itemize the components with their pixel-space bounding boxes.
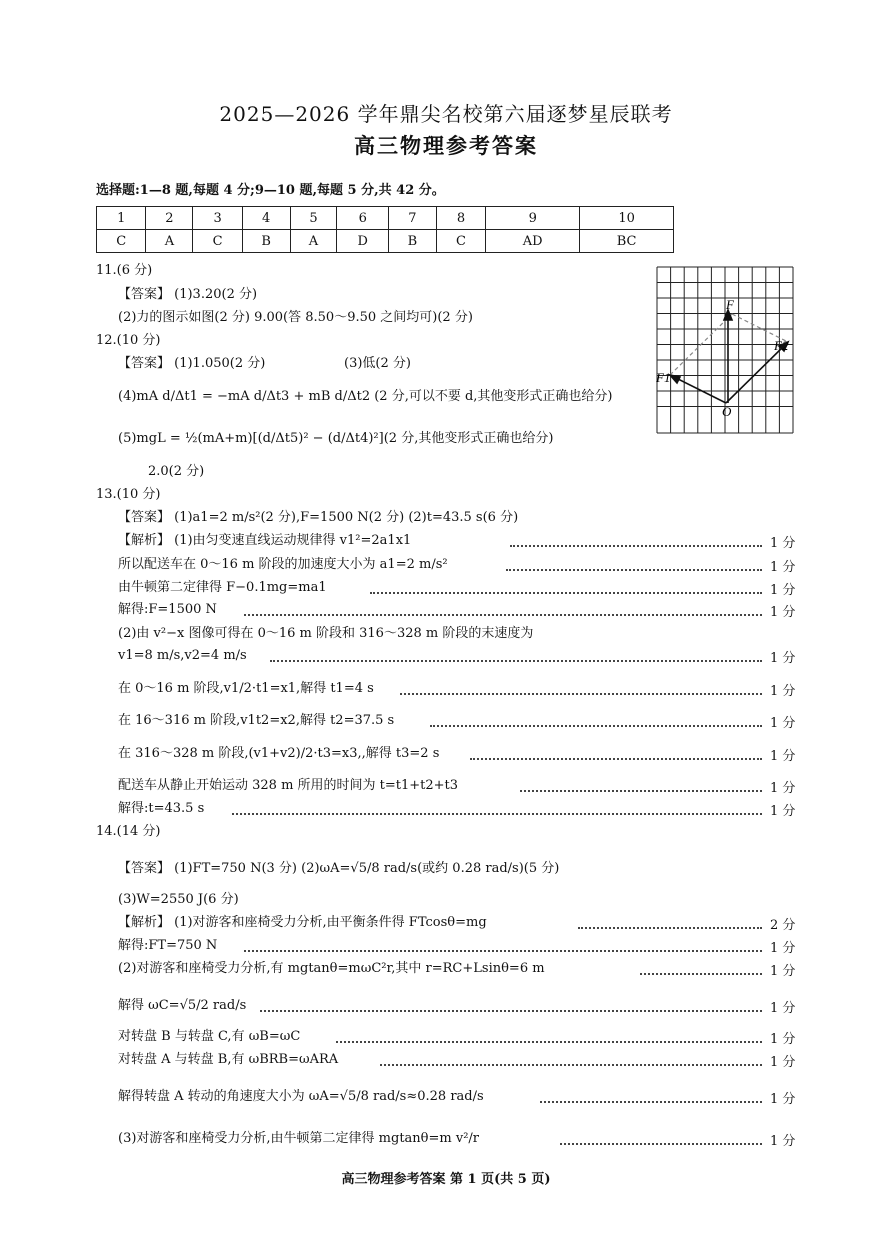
leader-dots [270, 660, 762, 662]
q11-answer-line2: (2)力的图示如图(2 分) 9.00(答 8.50～9.50 之间均可)(2 分) [118, 310, 473, 325]
mc-answer: D [337, 230, 389, 253]
q14-step: 解得:FT=750 N [118, 938, 218, 953]
q13-heading: 13.(10 分) [96, 487, 161, 502]
q14-heading: 14.(14 分) [96, 824, 161, 839]
f1-arrowhead [670, 375, 680, 383]
mc-answer: C [436, 230, 485, 253]
leader-dots [336, 1041, 762, 1043]
q13-step-mark: 1 分 [770, 536, 796, 551]
q14-step: 【解析】 (1)对游客和座椅受力分析,由平衡条件得 FTcosθ=mg [118, 915, 487, 930]
q12-answer-4: (4)mA d/Δt1 = −mA d/Δt3 + mB d/Δt2 (2 分,可以不要 d,其他变形式正确也给分) [118, 389, 613, 404]
leader-dots [470, 758, 762, 760]
q13-step: 在 0～16 m 阶段,v1/2·t1=x1,解得 t1=4 s [118, 681, 374, 696]
force-vectors [670, 310, 788, 403]
leader-dots [510, 545, 762, 547]
leader-dots [380, 1064, 762, 1066]
q14-step: 解得转盘 A 转动的角速度大小为 ωA=√5/8 rad/s≈0.28 rad/s [118, 1089, 484, 1104]
q13-step-mark: 1 分 [770, 781, 796, 796]
f2-label: F2 [774, 338, 789, 353]
leader-dots [640, 973, 762, 975]
q13-step-mark: 1 分 [770, 605, 796, 620]
q14-step-mark: 1 分 [770, 1134, 796, 1149]
q13-step-mark: 1 分 [770, 804, 796, 819]
leader-dots [520, 790, 762, 792]
q13-step: (2)由 v²−x 图像可得在 0～16 m 阶段和 316～328 m 阶段的末速度为 [118, 626, 534, 641]
q12-heading: 12.(10 分) [96, 333, 161, 348]
q11-answer: 【答案】 (1)3.20(2 分) [118, 287, 258, 302]
q13-step: 【解析】 (1)由匀变速直线运动规律得 v1²=2a1x1 [118, 533, 412, 548]
mc-answer-row [97, 230, 674, 253]
q14-step-mark: 1 分 [770, 941, 796, 956]
q13-answer: 【答案】 (1)a1=2 m/s²(2 分),F=1500 N(2 分) (2)t=43.5 s(6 分) [118, 510, 519, 525]
mc-number: 7 [389, 207, 437, 230]
q14-step-mark: 1 分 [770, 1092, 796, 1107]
leader-dots [400, 693, 762, 695]
leader-dots [370, 592, 762, 594]
mc-number: 5 [290, 207, 337, 230]
q14-step: 对转盘 A 与转盘 B,有 ωBRB=ωARA [118, 1052, 339, 1067]
o-label: O [722, 404, 732, 419]
f1-label: F1 [656, 370, 671, 385]
q14-step: (2)对游客和座椅受力分析,有 mgtanθ=mωC²r,其中 r=RC+Lsinθ=6 m [118, 961, 545, 976]
mc-answer: A [290, 230, 337, 253]
q13-step: 解得:t=43.5 s [118, 801, 205, 816]
leader-dots [244, 950, 762, 952]
q12-answer-1: 【答案】 (1)1.050(2 分) [118, 356, 266, 371]
q13-step: 在 316～328 m 阶段,(v1+v2)/2·t3=x3,,解得 t3=2 s [118, 746, 440, 761]
mc-number: 3 [193, 207, 242, 230]
mc-answer: BC [580, 230, 674, 253]
q12-answer-3: (3)低(2 分) [344, 356, 411, 371]
leader-dots [244, 614, 762, 616]
q13-step: 解得:F=1500 N [118, 602, 217, 617]
mc-header: 选择题:1—8 题,每题 4 分;9—10 题,每题 5 分,共 42 分。 [96, 183, 445, 198]
mc-answer: B [242, 230, 290, 253]
mc-answer: A [146, 230, 193, 253]
mc-number: 6 [337, 207, 389, 230]
mc-number: 10 [580, 207, 674, 230]
q13-step-mark: 1 分 [770, 560, 796, 575]
mc-number: 9 [486, 207, 580, 230]
q14-step-mark: 1 分 [770, 1001, 796, 1016]
mc-answer: C [97, 230, 146, 253]
q12-answer-5: (5)mgL = ½(mA+m)[(d/Δt5)² − (d/Δt4)²](2 分,其他变形式正确也给分) [118, 431, 554, 446]
leader-dots [540, 1101, 762, 1103]
q13-step: 由牛顿第二定律得 F−0.1mg=ma1 [118, 580, 327, 595]
leader-dots [560, 1143, 762, 1145]
q13-step-mark: 1 分 [770, 684, 796, 699]
mc-answer: B [389, 230, 437, 253]
page-footer: 高三物理参考答案 第 1 页(共 5 页) [341, 1172, 551, 1187]
q12-answer-6: 2.0(2 分) [148, 464, 205, 479]
q14-answer-3: (3)W=2550 J(6 分) [118, 892, 239, 907]
q13-step-mark: 1 分 [770, 583, 796, 598]
q13-step: 配送车从静止开始运动 328 m 所用的时间为 t=t1+t2+t3 [118, 778, 459, 793]
q13-step: v1=8 m/s,v2=4 m/s [118, 648, 247, 663]
mc-number: 4 [242, 207, 290, 230]
q14-step-mark: 2 分 [770, 918, 796, 933]
mc-number: 8 [436, 207, 485, 230]
leader-dots [260, 1010, 762, 1012]
q14-step: 对转盘 B 与转盘 C,有 ωB=ωC [118, 1029, 301, 1044]
leader-dots [578, 927, 762, 929]
f-label: F [726, 297, 734, 312]
page-subtitle: 高三物理参考答案 [354, 133, 538, 158]
q11-heading: 11.(6 分) [96, 263, 153, 278]
mc-answer-table [96, 206, 674, 253]
q13-step: 所以配送车在 0～16 m 阶段的加速度大小为 a1=2 m/s² [118, 557, 448, 572]
leader-dots [506, 569, 762, 571]
q14-step: 解得 ωC=√5/2 rad/s [118, 998, 247, 1013]
mc-answer: C [193, 230, 242, 253]
force-diagram [656, 266, 794, 434]
q13-step-mark: 1 分 [770, 716, 796, 731]
q13-step: 在 16～316 m 阶段,v1t2=x2,解得 t2=37.5 s [118, 713, 395, 728]
mc-answer: AD [486, 230, 580, 253]
q14-answer: 【答案】 (1)FT=750 N(3 分) (2)ωA=√5/8 rad/s(或约 0.28 rad/s)(5 分) [118, 861, 560, 876]
q13-step-mark: 1 分 [770, 651, 796, 666]
exam-title: 2025—2026 学年鼎尖名校第六届逐梦星辰联考 [219, 102, 673, 126]
leader-dots [430, 725, 762, 727]
leader-dots [232, 813, 762, 815]
mc-number: 1 [97, 207, 146, 230]
q14-step-mark: 1 分 [770, 1055, 796, 1070]
q14-step: (3)对游客和座椅受力分析,由牛顿第二定律得 mgtanθ=m v²/r [118, 1131, 480, 1146]
q13-step-mark: 1 分 [770, 749, 796, 764]
q14-step-mark: 1 分 [770, 964, 796, 979]
q14-step-mark: 1 分 [770, 1032, 796, 1047]
mc-number: 2 [146, 207, 193, 230]
mc-number-row [97, 207, 674, 230]
